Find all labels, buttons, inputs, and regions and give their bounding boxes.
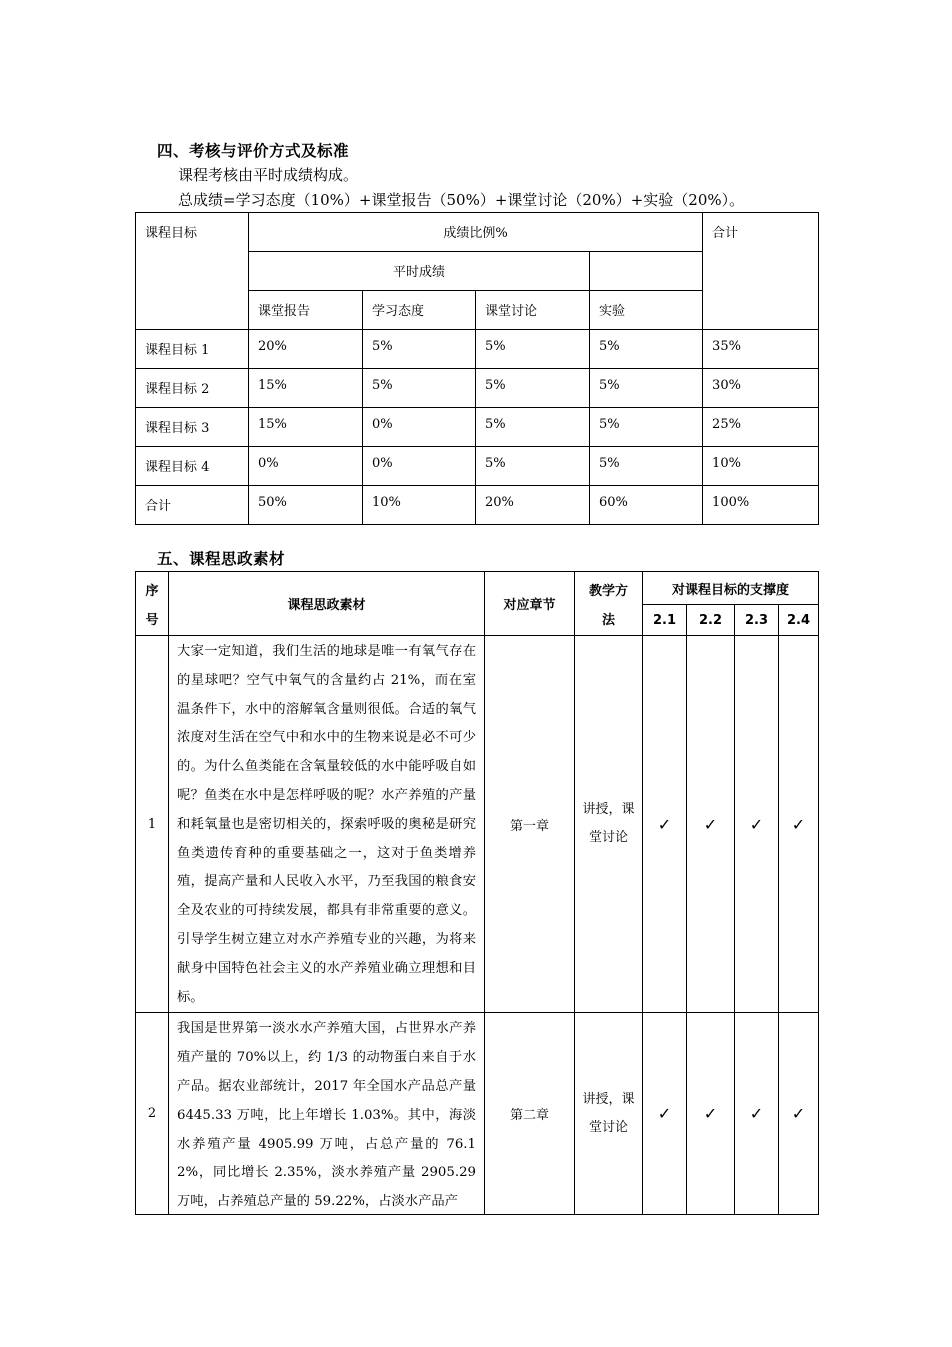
header-course-goal: 课程目标 (136, 213, 249, 330)
cell-value: 5% (590, 447, 703, 486)
material-text: 我国是世界第一淡水水产养殖大国，占世界水产养殖产量的 70%以上，约 1/3 的动物蛋白来自于水产品。据农业部统计，2017 年全国水产品总产量 6445.33 万吨，比上年增长 1.03%。其中，海淡水养殖产量 4905.99 万吨，占总产量的 76.12%，同比增长 2.35%，淡水养殖产量 2905.29 万吨，占养殖总产量的 59.22%，占淡水产品产 (177, 1021, 476, 1210)
cell-value: 100% (703, 486, 819, 525)
cell-value: 5% (476, 369, 590, 408)
row-method (575, 1013, 643, 1215)
cell-value: 0% (249, 447, 363, 486)
cell-value: 5% (476, 447, 590, 486)
header-goal-2-2: 2.2 (687, 605, 735, 636)
table-row (136, 1013, 819, 1215)
header-col-attitude: 学习态度 (363, 291, 476, 330)
checkmark-icon: ✓ (687, 1013, 735, 1215)
row-chapter: 第一章 (485, 636, 575, 1013)
row-label: 合计 (136, 486, 249, 525)
checkmark-icon: ✓ (735, 1013, 779, 1215)
header-seq-line1: 序 (145, 583, 159, 599)
cell-value: 0% (363, 447, 476, 486)
table-row (136, 330, 819, 369)
header-goal-2-1: 2.1 (643, 605, 687, 636)
cell-value: 5% (590, 369, 703, 408)
row-label: 课程目标 3 (136, 408, 249, 447)
header-col-discussion: 课堂讨论 (476, 291, 590, 330)
ideology-material-table (135, 571, 819, 1215)
cell-value: 20% (249, 330, 363, 369)
row-method (575, 636, 643, 1013)
header-blank-cell (590, 252, 703, 291)
row-seq: 1 (136, 636, 169, 1013)
checkmark-icon: ✓ (735, 636, 779, 1013)
table-row (136, 408, 819, 447)
row-chapter: 第二章 (485, 1013, 575, 1215)
checkmark-icon: ✓ (643, 1013, 687, 1215)
header-goal-2-3: 2.3 (735, 605, 779, 636)
header-score-ratio: 成绩比例% (249, 213, 703, 252)
checkmark-icon: ✓ (687, 636, 735, 1013)
row-label: 课程目标 4 (136, 447, 249, 486)
cell-value: 25% (703, 408, 819, 447)
checkmark-icon: ✓ (779, 636, 819, 1013)
header-total: 合计 (703, 213, 819, 330)
cell-value: 5% (476, 408, 590, 447)
cell-value: 15% (249, 408, 363, 447)
table-row (136, 369, 819, 408)
cell-value: 5% (363, 330, 476, 369)
row-seq: 2 (136, 1013, 169, 1215)
header-regular-score: 平时成绩 (249, 252, 590, 291)
cell-value: 15% (249, 369, 363, 408)
assessment-table (135, 212, 819, 525)
cell-value: 30% (703, 369, 819, 408)
cell-value: 5% (476, 330, 590, 369)
checkmark-icon: ✓ (643, 636, 687, 1013)
header-goal-support: 对课程目标的支撑度 (643, 572, 819, 605)
material-text-cell (169, 1013, 485, 1215)
header-material: 课程思政素材 (169, 572, 485, 636)
row-method-line1: 讲授，课 (582, 802, 635, 818)
cell-value: 50% (249, 486, 363, 525)
header-method-line2: 法 (601, 612, 615, 628)
table-row (136, 636, 819, 1013)
section-4-heading: 四、考核与评价方式及标准 (157, 142, 350, 160)
row-method-line2: 堂讨论 (588, 1119, 628, 1135)
cell-value: 10% (703, 447, 819, 486)
row-method-line1: 讲授，课 (582, 1091, 635, 1107)
cell-value: 35% (703, 330, 819, 369)
cell-value: 20% (476, 486, 590, 525)
cell-value: 0% (363, 408, 476, 447)
cell-value: 5% (590, 330, 703, 369)
row-label: 课程目标 2 (136, 369, 249, 408)
table-row (136, 447, 819, 486)
header-seq-line2: 号 (145, 612, 159, 628)
cell-value: 10% (363, 486, 476, 525)
row-method-line2: 堂讨论 (588, 830, 628, 846)
row-label: 课程目标 1 (136, 330, 249, 369)
header-col-report: 课堂报告 (249, 291, 363, 330)
cell-value: 5% (363, 369, 476, 408)
total-score-formula: 总成绩=学习态度（10%）+课堂报告（50%）+课堂讨论（20%）+实验（20%）。 (178, 191, 745, 209)
header-col-experiment: 实验 (590, 291, 703, 330)
header-method (575, 572, 643, 636)
header-goal-2-4: 2.4 (779, 605, 819, 636)
header-seq (136, 572, 169, 636)
checkmark-icon: ✓ (779, 1013, 819, 1215)
assessment-intro: 课程考核由平时成绩构成。 (178, 166, 359, 184)
cell-value: 60% (590, 486, 703, 525)
header-method-line1: 教学方 (588, 583, 628, 599)
material-text: 大家一定知道，我们生活的地球是唯一有氧气存在的星球吧？空气中氧气的含量约占 21%，而在室温条件下，水中的溶解氧含量则很低。合适的氧气浓度对生活在空气中和水中的生物来说是必不可少的。为什么鱼类能在含氧量较低的水中能呼吸自如呢？鱼类在水中是怎样呼吸的呢？水产养殖的产量和耗氧量也是密切相关的，探索呼吸的奥秘是研究鱼类遗传育种的重要基础之一，这对于鱼类增养殖，提高产量和人民收入水平，乃至我国的粮食安全及农业的可持续发展，都具有非常重要的意义。引导学生树立建立对水产养殖专业的兴趣，为将来献身中国特色社会主义的水产养殖业确立理想和目标。 (169, 636, 485, 1013)
section-5-heading: 五、课程思政素材 (157, 550, 286, 568)
table-row-total (136, 486, 819, 525)
header-chapter: 对应章节 (485, 572, 575, 636)
cell-value: 5% (590, 408, 703, 447)
